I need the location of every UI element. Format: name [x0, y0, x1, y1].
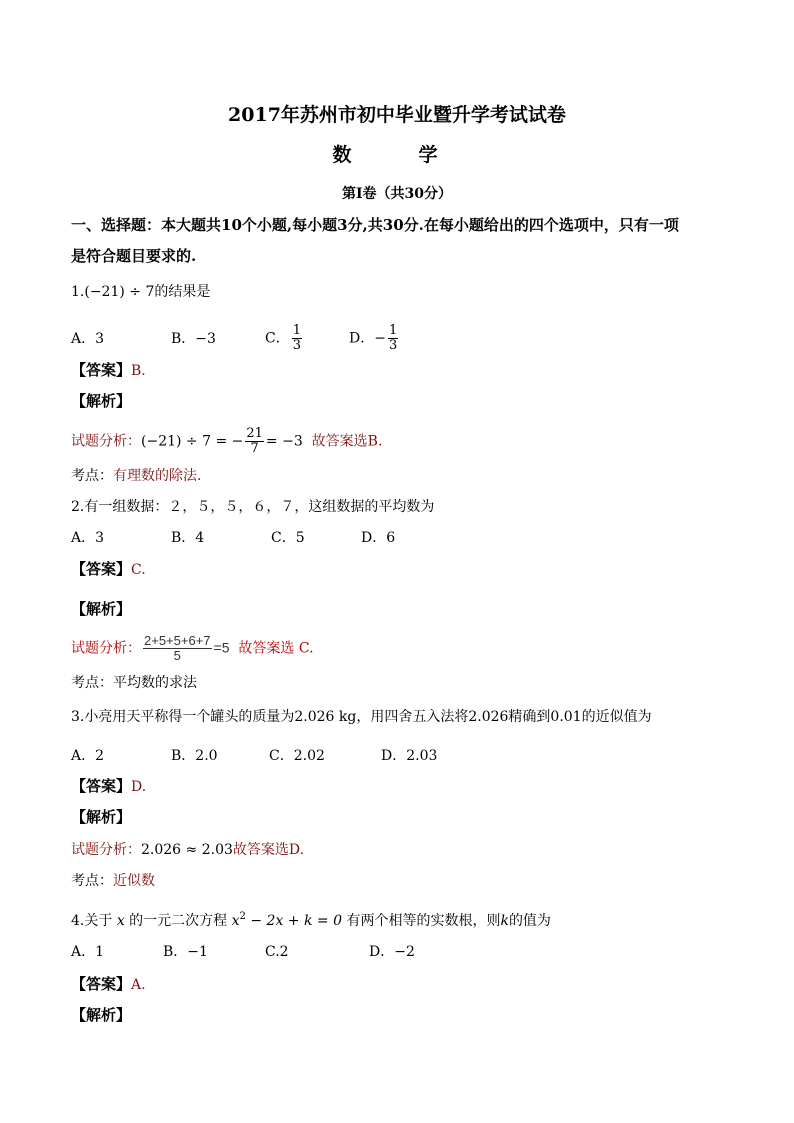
- section-heading-line1: 一、选择题：本大题共10个小题,每小题3分,共30分.在每小题给出的四个选项中，只有一项: [71, 216, 679, 234]
- exam-title: 2017年苏州市初中毕业暨升学考试试卷: [228, 104, 566, 126]
- q2-kaodian: 考点：平均数的求法: [71, 675, 197, 691]
- q3-option-b: B．2.0: [171, 748, 218, 764]
- q1-option-b: B．−3: [171, 330, 216, 347]
- q1-options: [71, 324, 400, 353]
- q2-analysis: 试题分析： $\frac{2+5+5+6+7}{5}$ =5 故答案选 C.: [71, 633, 314, 663]
- q4-option-c: C.2: [265, 944, 289, 960]
- q1-option-d: D．− $\frac{1}{3}$: [349, 323, 398, 353]
- q2-jiexi: 【解析】: [71, 600, 132, 618]
- q1-expr: (−21) ÷ 7: [84, 284, 155, 300]
- q2-stem: 2.有一组数据：２，５，５，６，７，这组数据的平均数为: [71, 499, 435, 515]
- q4-options: [71, 942, 415, 962]
- q1-analysis: 试题分析：(−21) ÷ 7 = − $\frac{21}{7}$ = −3 故答案选B.: [71, 426, 383, 456]
- q3-jiexi: 【解析】: [71, 808, 132, 826]
- q2-option-c: C．5: [271, 530, 305, 546]
- q1-option-a: A．3: [71, 330, 105, 347]
- section-heading-line2: 是符合题目要求的.: [71, 247, 197, 265]
- q1-kaodian: 考点：有理数的除法.: [71, 468, 202, 484]
- q3-answer: 【答案】D.: [71, 777, 147, 795]
- q4-jiexi: 【解析】: [71, 1006, 132, 1024]
- q3-option-c: C．2.02: [269, 748, 325, 764]
- q3-stem: 3.小亮用天平称得一个罐头的质量为2.026 kg，用四舍五入法将2.026精确到0.01的近似值为: [71, 709, 652, 725]
- part-title: 第Ⅰ卷（共30分）: [341, 186, 453, 202]
- q3-kaodian: 考点：近似数: [71, 873, 155, 889]
- q2-answer: 【答案】C.: [71, 560, 146, 578]
- q1-stem: 1.(−21) ÷ 7的结果是: [71, 284, 211, 300]
- q2-option-b: B．4: [171, 530, 205, 546]
- q2-option-a: A．3: [71, 530, 105, 546]
- q2-option-d: D．6: [361, 530, 396, 546]
- q4-option-a: A．1: [71, 944, 105, 960]
- q3-options: [71, 746, 437, 766]
- q1-option-c: C． $\frac{1}{3}$: [265, 323, 301, 353]
- q3-option-d: D．2.03: [381, 748, 438, 764]
- q4-option-d: D．−2: [369, 944, 415, 960]
- subject-title: 数 学: [332, 144, 462, 166]
- q4-option-b: B．−1: [163, 944, 208, 960]
- q3-analysis: 试题分析：2.026 ≈ 2.03故答案选D.: [71, 842, 305, 858]
- q2-options: [71, 528, 395, 548]
- q1-jiexi: 【解析】: [71, 392, 132, 410]
- q4-answer: 【答案】A.: [71, 975, 146, 993]
- q1-answer: 【答案】B.: [71, 361, 146, 379]
- q4-stem: 4.关于 x 的一元二次方程 $x^2 - 2x + k = 0$ 有两个相等的实数根，则k的值为: [71, 911, 551, 929]
- q3-option-a: A．2: [71, 748, 105, 764]
